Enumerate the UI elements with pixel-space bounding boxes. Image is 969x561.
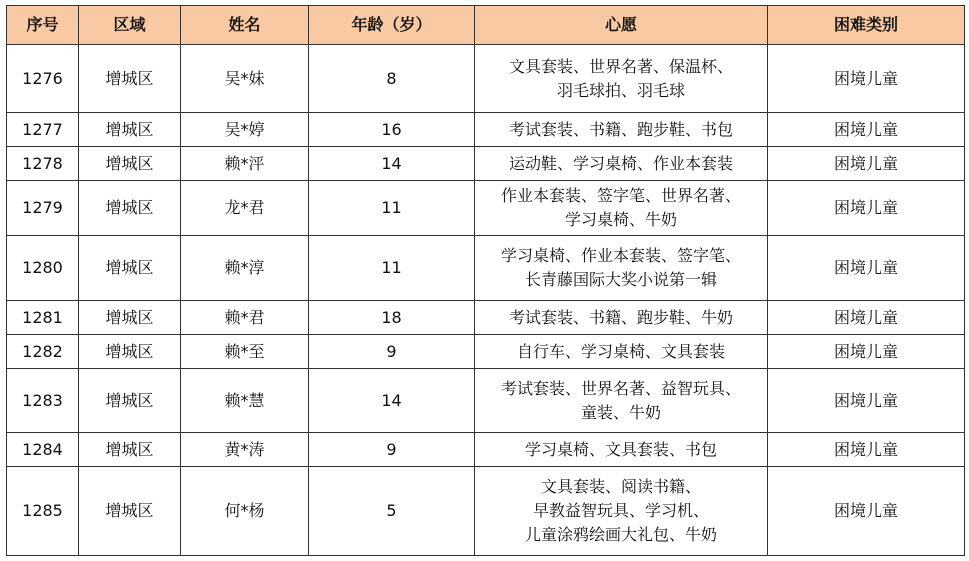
cell-wish: 考试套装、书籍、跑步鞋、书包	[475, 113, 768, 147]
cell-category: 困境儿童	[768, 301, 965, 335]
table-row	[7, 45, 965, 113]
cell-number: 1281	[7, 301, 79, 335]
cell-wish: 文具套装、世界名著、保温杯、 羽毛球拍、羽毛球	[475, 45, 768, 113]
cell-age: 9	[309, 433, 475, 467]
table-row	[7, 147, 965, 181]
cell-age: 9	[309, 335, 475, 369]
cell-area: 增城区	[79, 45, 181, 113]
cell-name: 赖*淳	[181, 236, 309, 301]
wish-list-table	[6, 5, 965, 556]
cell-number: 1284	[7, 433, 79, 467]
cell-category: 困境儿童	[768, 236, 965, 301]
header-number: 序号	[7, 6, 79, 45]
cell-name: 何*杨	[181, 467, 309, 556]
header-name: 姓名	[181, 6, 309, 45]
cell-age: 18	[309, 301, 475, 335]
table-row	[7, 369, 965, 433]
cell-name: 赖*至	[181, 335, 309, 369]
cell-name: 赖*泙	[181, 147, 309, 181]
cell-category: 困境儿童	[768, 335, 965, 369]
cell-area: 增城区	[79, 181, 181, 236]
cell-wish: 文具套装、阅读书籍、 早教益智玩具、学习机、 儿童涂鸦绘画大礼包、牛奶	[475, 467, 768, 556]
cell-name: 吴*婷	[181, 113, 309, 147]
cell-wish: 作业本套装、签字笔、世界名著、 学习桌椅、牛奶	[475, 181, 768, 236]
table-body	[7, 45, 965, 556]
cell-area: 增城区	[79, 467, 181, 556]
cell-area: 增城区	[79, 335, 181, 369]
cell-number: 1282	[7, 335, 79, 369]
cell-wish: 自行车、学习桌椅、文具套装	[475, 335, 768, 369]
cell-wish: 考试套装、世界名著、益智玩具、 童装、牛奶	[475, 369, 768, 433]
table-row	[7, 236, 965, 301]
header-wish: 心愿	[475, 6, 768, 45]
header-area: 区域	[79, 6, 181, 45]
cell-area: 增城区	[79, 433, 181, 467]
table-row	[7, 181, 965, 236]
cell-area: 增城区	[79, 236, 181, 301]
cell-wish: 考试套装、书籍、跑步鞋、牛奶	[475, 301, 768, 335]
cell-category: 困境儿童	[768, 113, 965, 147]
cell-age: 8	[309, 45, 475, 113]
table-row	[7, 467, 965, 556]
cell-wish: 学习桌椅、作业本套装、签字笔、 长青藤国际大奖小说第一辑	[475, 236, 768, 301]
cell-name: 龙*君	[181, 181, 309, 236]
cell-category: 困境儿童	[768, 147, 965, 181]
cell-category: 困境儿童	[768, 433, 965, 467]
cell-area: 增城区	[79, 113, 181, 147]
cell-area: 增城区	[79, 147, 181, 181]
cell-age: 11	[309, 181, 475, 236]
cell-number: 1283	[7, 369, 79, 433]
table-header	[7, 6, 965, 45]
table-row	[7, 335, 965, 369]
header-category: 困难类别	[768, 6, 965, 45]
table-row	[7, 301, 965, 335]
header-age: 年龄（岁）	[309, 6, 475, 45]
cell-age: 14	[309, 147, 475, 181]
cell-area: 增城区	[79, 301, 181, 335]
cell-category: 困境儿童	[768, 467, 965, 556]
table-row	[7, 433, 965, 467]
cell-number: 1285	[7, 467, 79, 556]
cell-wish: 学习桌椅、文具套装、书包	[475, 433, 768, 467]
cell-age: 14	[309, 369, 475, 433]
cell-number: 1278	[7, 147, 79, 181]
cell-age: 5	[309, 467, 475, 556]
cell-category: 困境儿童	[768, 45, 965, 113]
cell-category: 困境儿童	[768, 369, 965, 433]
cell-number: 1276	[7, 45, 79, 113]
cell-age: 11	[309, 236, 475, 301]
cell-category: 困境儿童	[768, 181, 965, 236]
cell-name: 吴*妹	[181, 45, 309, 113]
cell-age: 16	[309, 113, 475, 147]
cell-area: 增城区	[79, 369, 181, 433]
cell-wish: 运动鞋、学习桌椅、作业本套装	[475, 147, 768, 181]
cell-number: 1280	[7, 236, 79, 301]
cell-name: 赖*君	[181, 301, 309, 335]
cell-name: 赖*慧	[181, 369, 309, 433]
table-row	[7, 113, 965, 147]
cell-number: 1279	[7, 181, 79, 236]
cell-number: 1277	[7, 113, 79, 147]
cell-name: 黄*涛	[181, 433, 309, 467]
